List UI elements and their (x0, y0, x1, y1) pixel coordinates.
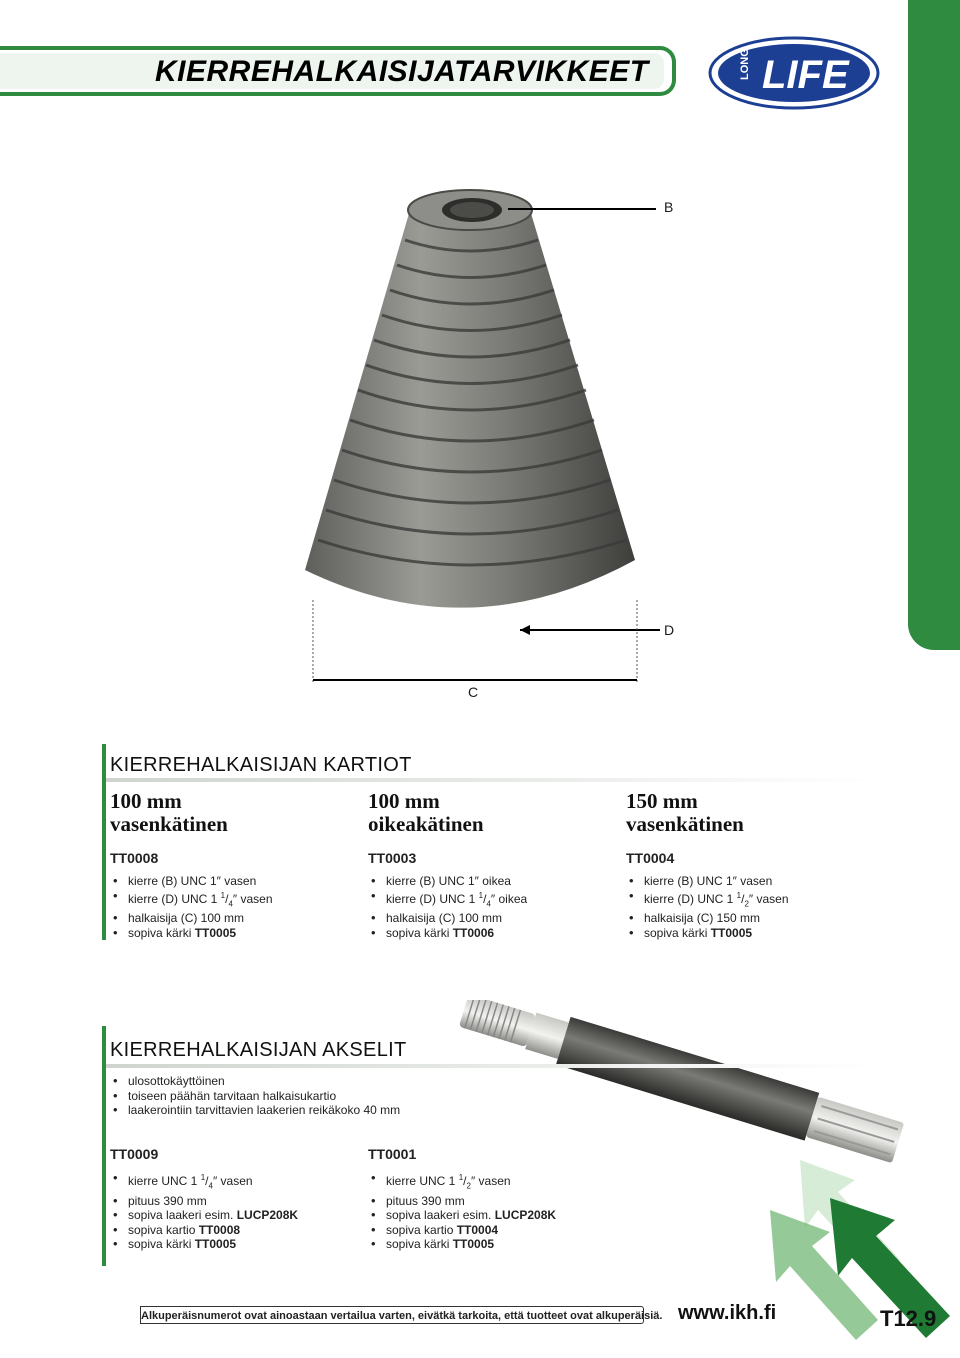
footer-disclaimer: Alkuperäisnumerot ovat ainoastaan vertailua varten, eivätkä tarkoita, että tuotteet ovat alkuperäisiä. (140, 1306, 644, 1324)
cone-hand: vasenkätinen (626, 812, 744, 836)
page-title: KIERREHALKAISIJATARVIKKEET (155, 55, 649, 88)
cone-hand: oikeakätinen (368, 812, 484, 836)
spec-item: • kierre (B) UNC 1″ oikea (368, 874, 608, 889)
spec-item: • sopiva kartio TT0008 (110, 1223, 350, 1238)
spec-item: • pituus 390 mm (368, 1194, 608, 1209)
footer-website-link[interactable]: www.ikh.fi (678, 1302, 777, 1324)
shaft-column-tt0009 (110, 1146, 350, 1252)
shaft-intro-list (110, 1074, 400, 1118)
cone-size: 100 mm (368, 789, 440, 813)
section-accent-bar (102, 744, 106, 940)
cone-size: 100 mm (110, 789, 182, 813)
intro-item: • laakerointiin tarvittavien laakerien reikäkoko 40 mm (110, 1103, 400, 1118)
intro-item: • toiseen päähän tarvitaan halkaisukartio (110, 1089, 400, 1104)
page-number: T12.9 (880, 1306, 937, 1331)
cone-column-tt0008 (110, 790, 350, 940)
dimension-label-c: C (468, 684, 479, 700)
spec-item: • kierre UNC 1 $^1/_2''$ vasen (368, 1171, 608, 1194)
dimension-label-b: B (664, 199, 674, 215)
dimension-label-d: D (664, 622, 675, 638)
product-code: TT0009 (110, 1146, 159, 1162)
dimension-arrow-b (508, 208, 656, 210)
product-code: TT0004 (626, 850, 675, 866)
cone-column-tt0003 (368, 790, 608, 940)
logo-long-text: LONG (739, 48, 751, 80)
cone-size: 150 mm (626, 789, 698, 813)
spec-item: • halkaisija (C) 100 mm (368, 911, 608, 926)
spec-item: • sopiva kärki TT0005 (368, 1237, 608, 1252)
spec-item: • sopiva kärki TT0005 (110, 1237, 350, 1252)
section-divider (106, 778, 876, 782)
logo-life-text: LIFE (762, 53, 849, 97)
spec-item: • kierre UNC 1 $^1/_4''$ vasen (110, 1171, 350, 1194)
section-divider (106, 1064, 876, 1068)
cone-hand: vasenkätinen (110, 812, 228, 836)
spec-item: • sopiva laakeri esim. LUCP208K (368, 1208, 608, 1223)
spec-item: • kierre (B) UNC 1″ vasen (626, 874, 866, 889)
spec-item: • halkaisija (C) 100 mm (110, 911, 350, 926)
product-code: TT0003 (368, 850, 417, 866)
product-code: TT0008 (110, 850, 159, 866)
spec-item: • kierre (D) UNC 1 $^1/_4''$ vasen (110, 889, 350, 912)
spec-item: • sopiva kärki TT0006 (368, 926, 608, 941)
spec-item: • kierre (B) UNC 1″ vasen (110, 874, 350, 889)
shafts-section-title: KIERREHALKAISIJAN AKSELIT (110, 1039, 407, 1061)
spec-item: • sopiva laakeri esim. LUCP208K (110, 1208, 350, 1223)
spec-item: • pituus 390 mm (110, 1194, 350, 1209)
spec-item: • sopiva kartio TT0004 (368, 1223, 608, 1238)
spec-item: • halkaisija (C) 150 mm (626, 911, 866, 926)
spec-item: • sopiva kärki TT0005 (110, 926, 350, 941)
cones-section-title: KIERREHALKAISIJAN KARTIOT (110, 754, 412, 776)
spec-item: • sopiva kärki TT0005 (626, 926, 866, 941)
section-accent-bar (102, 1026, 106, 1266)
product-code: TT0001 (368, 1146, 417, 1162)
long-life-logo (708, 36, 880, 110)
cone-column-tt0004 (626, 790, 866, 940)
spec-item: • kierre (D) UNC 1 $^1/_4''$ oikea (368, 889, 608, 912)
cone-product-image (300, 180, 640, 630)
shaft-column-tt0001 (368, 1146, 608, 1252)
green-side-tab (908, 0, 960, 650)
intro-item: • ulosottokäyttöinen (110, 1074, 400, 1089)
spec-item: • kierre (D) UNC 1 $^1/_2''$ vasen (626, 889, 866, 912)
